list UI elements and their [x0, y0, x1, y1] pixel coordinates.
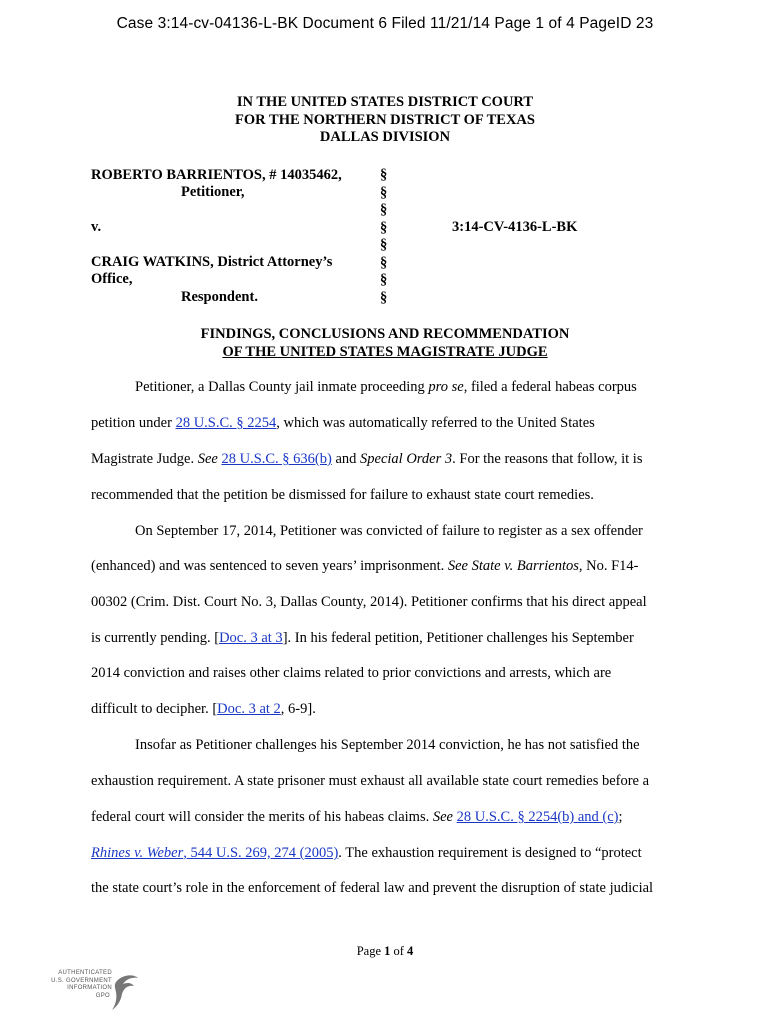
logo-line: AUTHENTICATED: [58, 970, 112, 976]
case-citation: , 544 U.S. 269, 274 (2005): [183, 845, 339, 861]
case-name-italic: Rhines v. Weber: [91, 845, 184, 861]
text-run: and: [331, 451, 361, 467]
section-symbol: §: [380, 167, 388, 183]
case-link-rhines[interactable]: [91, 845, 338, 861]
gpo-authentication-logo: [32, 970, 142, 1016]
body-line: [91, 630, 634, 647]
text-run: , which was automatically referred to the United States: [276, 415, 595, 431]
text-run: is currently pending. [: [91, 630, 220, 646]
text-run: , filed a federal habeas corpus: [463, 379, 637, 395]
text-run: Magistrate Judge.: [91, 451, 198, 467]
title-line-2: OF THE UNITED STATES MAGISTRATE JUDGE: [222, 343, 548, 360]
court-line-3: DALLAS DIVISION: [319, 129, 451, 145]
court-heading: [0, 94, 770, 147]
title-line-1: FINDINGS, CONCLUSIONS AND RECOMMENDATION: [200, 326, 570, 342]
text-run: , No. F14-: [578, 558, 639, 574]
text-run-italic: See State v. Barrientos: [447, 558, 579, 574]
body-line: 2014 conviction and raises other claims related to prior convictions and arrests, which are: [91, 665, 612, 681]
petitioner-role: Petitioner,: [181, 184, 245, 200]
section-symbol: §: [380, 202, 388, 218]
statute-link-2254[interactable]: 28 U.S.C. § 2254: [175, 415, 277, 431]
body-line: [91, 701, 316, 718]
section-symbols: [380, 167, 387, 307]
body-line: recommended that the petition be dismissed for failure to exhaust state court remedies.: [91, 487, 594, 503]
text-run: Petitioner, a Dallas County jail inmate proceeding: [135, 379, 429, 395]
logo-line: GPO: [95, 992, 110, 999]
court-line-1: IN THE UNITED STATES DISTRICT COURT: [236, 94, 534, 110]
respondent-role: Respondent.: [181, 289, 258, 305]
eagle-icon: [110, 972, 140, 1012]
doc-link-3-at-2[interactable]: Doc. 3 at 2: [217, 701, 281, 717]
page-number: 1: [384, 944, 391, 958]
logo-text: [32, 970, 112, 1000]
versus: v.: [91, 219, 102, 235]
text-run: , 6-9].: [280, 701, 316, 717]
respondent-name-2: Office,: [91, 271, 133, 287]
text-run: petition under: [91, 415, 176, 431]
body-line: On September 17, 2014, Petitioner was convicted of failure to register as a sex offender: [135, 523, 643, 539]
doc-link-3-at-3[interactable]: Doc. 3 at 3: [219, 630, 283, 646]
body-line: Insofar as Petitioner challenges his September 2014 conviction, he has not satisfied the: [135, 737, 640, 753]
text-run: Page: [356, 944, 385, 958]
respondent-name-1: CRAIG WATKINS, District Attorney’s: [91, 254, 333, 270]
body-line: 00302 (Crim. Dist. Court No. 3, Dallas County, 2014). Petitioner confirms that his direct appeal: [91, 594, 647, 610]
statute-link-636b[interactable]: 28 U.S.C. § 636(b): [221, 451, 332, 467]
body-line: exhaustion requirement. A state prisoner must exhaust all available state court remedies before a: [91, 773, 650, 789]
text-run: difficult to decipher. [: [91, 701, 218, 717]
petitioner-name: ROBERTO BARRIENTOS, # 14035462,: [91, 167, 342, 183]
section-symbol: §: [380, 219, 388, 236]
text-run: . For the reasons that follow, it is: [452, 451, 643, 467]
text-run-italic: Special Order 3: [360, 451, 453, 467]
logo-line: INFORMATION: [67, 985, 112, 991]
text-run: (enhanced) and was sentenced to seven years’ imprisonment.: [91, 558, 448, 574]
body-line: [135, 379, 637, 396]
section-symbol: §: [380, 184, 388, 201]
text-run: . The exhaustion requirement is designed to “protect: [338, 845, 642, 861]
body-line: [91, 415, 595, 432]
body-line: [91, 845, 642, 862]
section-symbol: §: [380, 237, 388, 253]
section-symbol: §: [380, 289, 388, 306]
case-number: 3:14-CV-4136-L-BK: [452, 219, 578, 235]
body-line: [91, 558, 639, 575]
text-run: ;: [618, 809, 623, 825]
section-symbol: §: [380, 254, 388, 271]
text-run: ]. In his federal petition, Petitioner challenges his September: [282, 630, 634, 646]
page-footer: [0, 944, 770, 959]
text-run: federal court will consider the merits of his habeas claims.: [91, 809, 433, 825]
logo-line: U.S. GOVERNMENT: [51, 977, 112, 984]
page-total: 4: [407, 944, 414, 958]
body-line: [91, 809, 623, 826]
text-run-italic: See: [432, 809, 453, 825]
court-line-2: FOR THE NORTHERN DISTRICT OF TEXAS: [235, 111, 535, 128]
section-symbol: §: [380, 272, 388, 288]
body-line: the state court’s role in the enforcement of federal law and prevent the disruption of state judicial: [91, 880, 654, 896]
body-line: [91, 451, 642, 468]
text-run: of: [390, 944, 408, 958]
document-title: [0, 326, 770, 361]
statute-link-2254bc[interactable]: 28 U.S.C. § 2254(b) and (c): [456, 809, 619, 825]
text-run-italic: See: [197, 451, 218, 467]
text-run-italic: pro se: [428, 379, 464, 395]
ecf-header: Case 3:14-cv-04136-L-BK Document 6 Filed 11/21/14 Page 1 of 4 PageID 23: [116, 15, 654, 32]
